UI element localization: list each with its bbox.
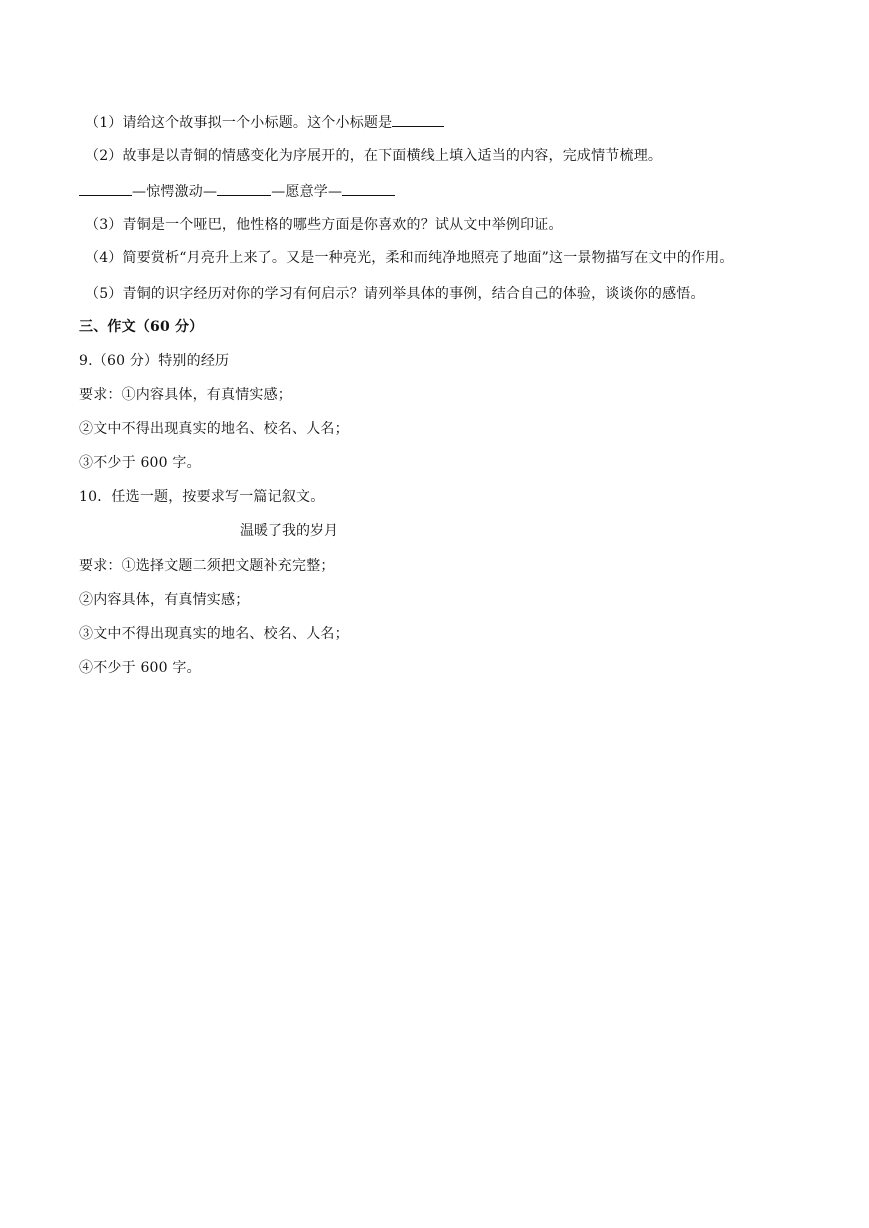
answer-blank-2c[interactable] xyxy=(342,181,395,196)
item-9-title: 9.（60 分）特别的经历 xyxy=(79,353,230,369)
section-heading: 三、作文（60 分） xyxy=(79,319,204,335)
question-1 xyxy=(85,112,444,133)
item-10-requirement-3: ③文中不得出现真实的地名、校名、人名； xyxy=(79,626,349,642)
question-4: （4）简要赏析“月亮升上来了。又是一种亮光，柔和而纯净地照亮了地面”这一景物描写在文中的作用。 xyxy=(85,250,734,266)
item-10-requirement-1: 要求：①选择文题二须把文题补充完整； xyxy=(79,558,335,574)
question-5: （5）青铜的识字经历对你的学习有何启示？请列举具体的事例，结合自己的体验，谈谈你的感悟。 xyxy=(85,286,705,302)
plot-flow-seg1: —惊愕激动— xyxy=(132,184,218,200)
item-10-requirement-2: ②内容具体，有真情实感； xyxy=(79,592,250,608)
item-10-topic: 温暖了我的岁月 xyxy=(240,523,338,539)
plot-flow-seg2: —愿意学— xyxy=(271,184,343,200)
item-9-requirement-2: ②文中不得出现真实的地名、校名、人名； xyxy=(79,421,349,437)
question-1-text: （1）请给这个故事拟一个小标题。这个小标题是 xyxy=(85,115,393,131)
question-3: （3）青铜是一个哑巴，他性格的哪些方面是你喜欢的？试从文中举例印证。 xyxy=(85,217,563,233)
plot-flow-line xyxy=(79,181,395,202)
item-10-requirement-4: ④不少于 600 字。 xyxy=(79,660,201,676)
question-2: （2）故事是以青铜的情感变化为序展开的，在下面横线上填入适当的内容，完成情节梳理。 xyxy=(85,148,663,164)
answer-blank-1[interactable] xyxy=(392,112,444,127)
answer-blank-2b[interactable] xyxy=(217,181,271,196)
item-9-requirement-1: 要求：①内容具体，有真情实感； xyxy=(79,387,292,403)
item-9-requirement-3: ③不少于 600 字。 xyxy=(79,455,201,471)
item-10-title: 10．任选一题，按要求写一篇记叙文。 xyxy=(79,489,325,505)
answer-blank-2a[interactable] xyxy=(79,181,132,196)
